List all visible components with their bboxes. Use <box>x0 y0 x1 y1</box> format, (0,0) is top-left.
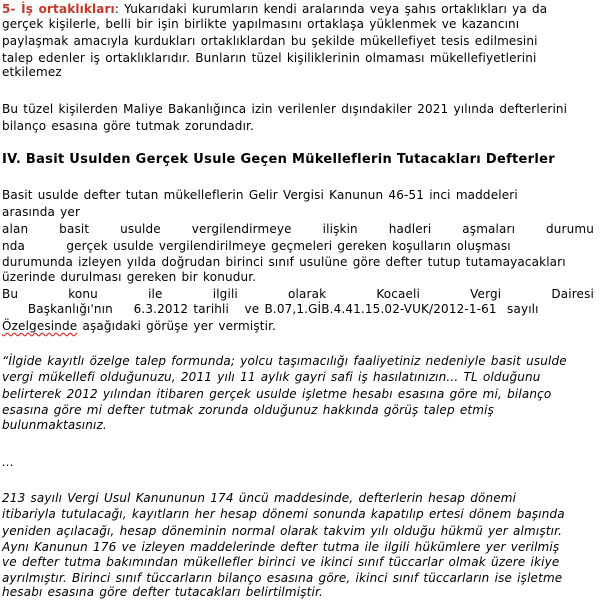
section5-line-4: talep edenler iş ortaklıklarıdır. Bunların tüzel kişiliklerinin olmaması mükellefiyetlerini <box>2 51 537 65</box>
para3-line-7 <box>2 287 594 302</box>
quote2-line-5: ve defter tutma bakımından mükellefler birinci ve ikinci sınıf tüccarlar olmak üzere ikiye <box>2 555 560 569</box>
quote2-line-2: itibariyla tutulacağı, kayıtların her hesap dönemi sonunda kapatılıp ertesi dönem başında <box>2 507 565 521</box>
section5-line-3: paylaşmak amacıyla kurdukları ortaklıklardan bu şekilde mükellefiyet tesis edilmesini <box>2 34 538 48</box>
word: aşmaları <box>462 222 516 236</box>
word: olarak <box>288 287 327 301</box>
para2-line-2: bilanço esasına göre tutmak zorundadır. <box>2 119 254 133</box>
section5-line-5: etkilemez <box>2 65 62 79</box>
word: Vergi <box>470 287 502 301</box>
underlined-word: Özelgesinde <box>2 319 78 333</box>
quote-line-1: “İlgide kayıtlı özelge talep formunda; yolcu taşımacılığı faaliyetiniz nedeniyle basit usulde <box>2 354 567 368</box>
quote2-line-3: yeniden açılacağı, hesap döneminin normal olarak takvim yılı olduğu hükmü yer almıştır. <box>2 524 563 538</box>
quote-ellipsis: … <box>2 455 15 469</box>
section-heading: IV. Basit Usulden Gerçek Usule Geçen Mükelleflerin Tutacakları Defterler <box>2 152 555 167</box>
para3-line-1: Basit usulde defter tutan mükelleflerin Gelir Vergisi Kanunun 46-51 inci maddeleri <box>2 188 518 202</box>
para3-line-9 <box>2 319 599 334</box>
para3-line-8: Başkanlığı'nın 6.3.2012 tarihli ve B.07,1.GİB.4.41.15.02-VUK/2012-1-61 sayılı <box>2 302 539 316</box>
quote2-line-1: 213 sayılı Vergi Usul Kanununun 174 üncü maddesinde, defterlerin hesap dönemi <box>2 491 517 505</box>
word: ile <box>148 287 163 301</box>
word: hadleri <box>388 222 432 236</box>
section5-line-2: gerçek kişilerle, belli bir işin birlikte yapılmasını ortaklaşa yüklenmek ve kazancını <box>2 17 520 31</box>
section5-title: 5- İş ortaklıkları <box>2 2 115 16</box>
section5-line-1 <box>2 2 599 17</box>
word: usulde <box>120 222 161 236</box>
quote-line-5: bulunmaktasınız. <box>2 418 107 432</box>
word: basit <box>59 222 90 236</box>
para3-line-5: durumunda izleyen yılda doğrudan birinci sınıf usulüne göre defter tutup tutamayacakları <box>2 255 566 269</box>
section5-text-1: : Yukarıdaki kurumların kendi aralarında veya şahıs ortaklıkları ya da <box>114 2 548 16</box>
para3-line-6: üzerinde durulması gereken bir konudur. <box>2 270 257 284</box>
word: alan <box>2 222 29 236</box>
word: konu <box>68 287 98 301</box>
quote-line-3: belirterek 2012 yılından itibaren gerçek usulde işletme hesabı esasına göre mi, bilanço <box>2 387 552 401</box>
quote2-line-6: ayrılmıştır. Birinci sınıf tüccarların bilanço esasına göre, ikinci sınıf tüccarların ise işletme <box>2 571 563 585</box>
quote-line-4: esasına göre mi defter tutmak zorunda olduğunuz hakkında görüş talep etmiş <box>2 403 494 417</box>
word: ilişkin <box>322 222 358 236</box>
para3-line-4: nda gerçek usulde vergilendirilmeye geçmeleri gereken koşulların oluşması <box>2 239 511 253</box>
para2-line-1: Bu tüzel kişilerden Maliye Bakanlığınca izin verilenler dışındakiler 2021 yılında defterlerini <box>2 102 568 116</box>
quote2-line-4: Aynı Kanunun 176 ve izleyen maddelerinde defter tutma ile ilgili hükümlere yer verilmiş <box>2 540 560 554</box>
word: ilgili <box>212 287 238 301</box>
word: Kocaeli <box>376 287 420 301</box>
word: Dairesi <box>551 287 594 301</box>
quote2-line-7: hesabı esasına göre defter tutacakları belirtilmiştir. <box>2 585 323 599</box>
quote-line-2: vergi mükellefi olduğunuzu, 2011 yılı 11 aylık gayri safi iş hasılatınızın... TL olduğunu <box>2 370 541 384</box>
word: vergilendirmeye <box>191 222 292 236</box>
para3-line-3 <box>2 222 594 237</box>
para3-line-2: arasında yer <box>2 205 81 219</box>
para3-line-9-rest: aşağıdaki görüşe yer vermiştir. <box>77 319 277 333</box>
word: durumu <box>546 222 594 236</box>
word: Bu <box>2 287 19 301</box>
